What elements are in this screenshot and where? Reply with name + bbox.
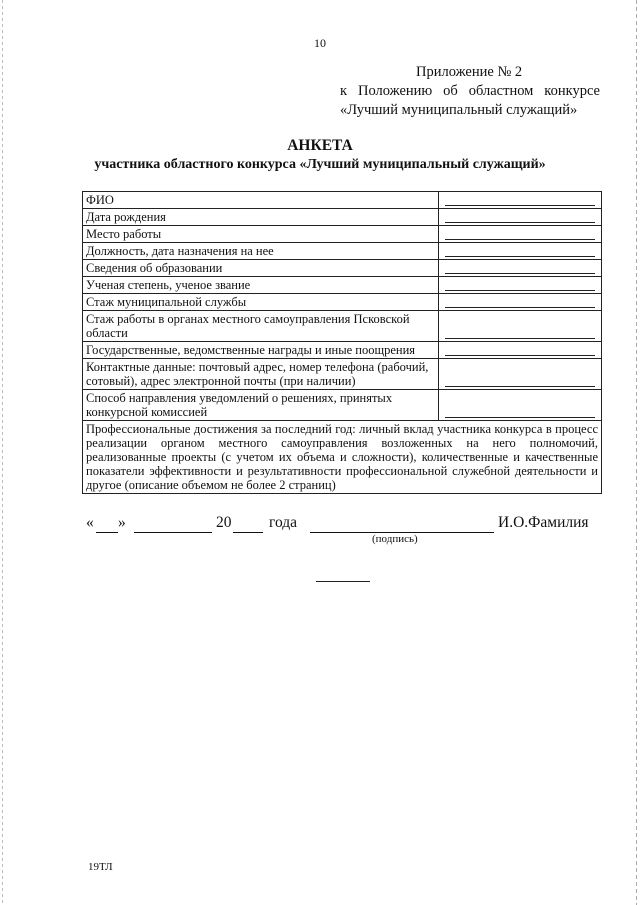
appendix-number: Приложение № 2 — [416, 64, 523, 80]
end-divider — [316, 581, 370, 582]
row-achievements[interactable]: Профессиональные достижения за последний год: личный вклад участника конкурса в процесс реализации органом местного самоуправления возложенных на него полномочий, реализованные проекты (с учетом их объема и сложности), количественные и качественные показатели эффективности и результативности профессиональной служебной деятельности и другое (описание объемом не более 2 страниц) — [83, 421, 602, 494]
row-label-municipal-service: Стаж муниципальной службы — [83, 294, 439, 311]
row-value-local-government-service[interactable] — [438, 311, 601, 342]
signature-blank[interactable] — [310, 514, 494, 533]
year-suffix: года — [269, 514, 298, 531]
row-value-position[interactable] — [438, 243, 601, 260]
appendix-reference: к Положению об областном конкурсе — [340, 83, 600, 99]
signature-caption: (подпись) — [372, 533, 418, 545]
row-label-local-government-service: Стаж работы в органах местного самоуправления Псковской области — [83, 311, 439, 342]
row-value-notification-method[interactable] — [438, 390, 601, 421]
footer-code: 19ТЛ — [88, 861, 113, 873]
row-label-awards: Государственные, ведомственные награды и иные поощрения — [83, 342, 439, 359]
table-row — [83, 209, 602, 226]
month-blank[interactable] — [134, 514, 212, 533]
table-row — [83, 226, 602, 243]
scan-edge-left — [2, 0, 3, 905]
appendix-block — [340, 63, 600, 120]
table-row — [83, 359, 602, 390]
document-title: АНКЕТА — [287, 137, 353, 154]
table-row — [83, 260, 602, 277]
document-subtitle: участника областного конкурса «Лучший муниципальный служащий» — [94, 157, 546, 172]
row-label-birth-date: Дата рождения — [83, 209, 439, 226]
row-value-education[interactable] — [438, 260, 601, 277]
year-blank[interactable] — [233, 514, 263, 533]
row-label-contacts: Контактные данные: почтовый адрес, номер телефона (рабочий, сотовый), адрес электронной почты (при наличии) — [83, 359, 439, 390]
table-row — [83, 342, 602, 359]
row-label-workplace: Место работы — [83, 226, 439, 243]
quote-close: » — [118, 514, 126, 531]
row-value-degree[interactable] — [438, 277, 601, 294]
table-row — [83, 311, 602, 342]
row-label-position: Должность, дата назначения на нее — [83, 243, 439, 260]
table-row — [83, 390, 602, 421]
row-value-awards[interactable] — [438, 342, 601, 359]
row-value-workplace[interactable] — [438, 226, 601, 243]
table-row — [83, 421, 602, 494]
day-blank[interactable] — [96, 514, 118, 533]
year-prefix: 20 — [216, 514, 232, 531]
signature-row — [86, 514, 606, 538]
row-value-municipal-service[interactable] — [438, 294, 601, 311]
scan-edge-right — [636, 0, 637, 905]
appendix-contest-name: «Лучший муниципальный служащий» — [340, 102, 578, 118]
table-row — [83, 192, 602, 209]
quote-open: « — [86, 514, 94, 531]
table-row — [83, 243, 602, 260]
row-value-fio[interactable] — [438, 192, 601, 209]
row-value-contacts[interactable] — [438, 359, 601, 390]
row-label-fio: ФИО — [83, 192, 439, 209]
table-row — [83, 277, 602, 294]
row-label-notification-method: Способ направления уведомлений о решениях, принятых конкурсной комиссией — [83, 390, 439, 421]
row-label-education: Сведения об образовании — [83, 260, 439, 277]
table-row — [83, 294, 602, 311]
row-label-degree: Ученая степень, ученое звание — [83, 277, 439, 294]
signer-name: И.О.Фамилия — [498, 514, 589, 531]
questionnaire-table — [82, 191, 602, 494]
page-number: 10 — [314, 36, 326, 50]
row-value-birth-date[interactable] — [438, 209, 601, 226]
